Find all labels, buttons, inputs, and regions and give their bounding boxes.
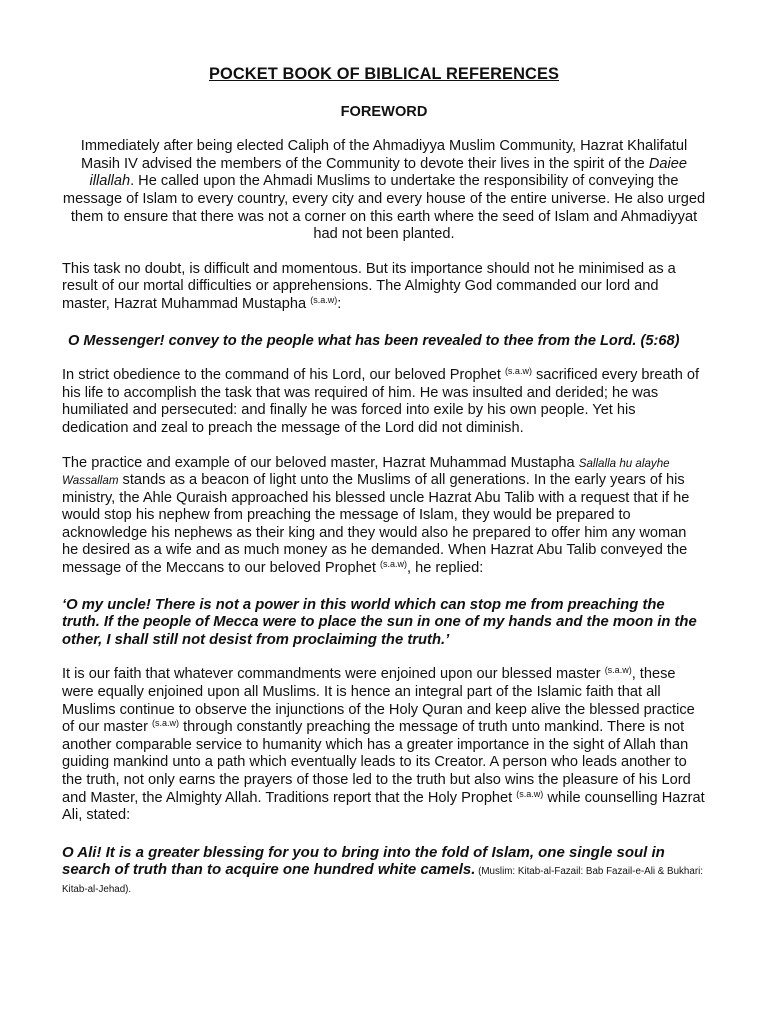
- honorific-superscript: (s.a.w): [604, 665, 632, 676]
- section-heading: FOREWORD: [340, 103, 428, 120]
- paragraph-practice-c: , he replied:: [407, 560, 484, 577]
- paragraph-faith-d: while counselling Hazrat Ali, stated:: [62, 789, 705, 824]
- paragraph-obedience: [62, 367, 706, 437]
- quote-ali-text: O Ali! It is a greater blessing for you to bring into the fold of Islam, one single soul in search of truth than to acquire one hundred white camels.: [62, 843, 665, 879]
- quote-messenger: O Messenger! convey to the people what has been revealed to thee from the Lord. (5:68): [68, 332, 680, 349]
- paragraph-obedience-a: In strict obedience to the command of his Lord, our beloved Prophet: [62, 367, 505, 384]
- paragraph-faith-a: It is our faith that whatever commandments were enjoined upon our blessed master: [62, 666, 605, 683]
- intro-paragraph: [62, 138, 706, 244]
- honorific-superscript: (s.a.w): [516, 788, 544, 799]
- honorific-superscript: (s.a.w): [504, 366, 532, 377]
- honorific-superscript: (s.a.w): [152, 718, 180, 729]
- paragraph-practice: [62, 455, 706, 578]
- intro-italic-term: Daiee illallah: [89, 155, 687, 190]
- document-title: POCKET BOOK OF BIBLICAL REFERENCES: [208, 65, 560, 83]
- honorific-superscript: (s.a.w): [380, 559, 408, 570]
- honorific-superscript: (s.a.w): [310, 294, 338, 305]
- document-page: [62, 60, 706, 897]
- intro-text-rest: . He called upon the Ahmadi Muslims to undertake the responsibility of conveying the message of Islam to every country, every city and every house of the entire universe. He also urged them to ensure that there was not a corner on this earth where the seed of Islam and Ahmadiyyat had not been planted.: [62, 173, 706, 243]
- paragraph-faith-c: through constantly preaching the message of truth unto mankind. There is not another comparable service to humanity which has a greater importance in the sight of Allah than guiding mankind unto a path which eventually leads to its Creator. A person who leads another to the truth, not only earns the prayers of those led to the truth but also wins the pleasure of his Lord and Master, the Almighty Allah. Traditions report that the Holy Prophet: [62, 719, 691, 806]
- intro-text: Immediately after being elected Caliph of the Ahmadiyya Muslim Community, Hazrat Khalifatul Masih IV advised the members of the Community to devote their lives in the spirit of the: [80, 138, 688, 172]
- quote-ali: [62, 844, 706, 897]
- paragraph-task-text: This task no doubt, is difficult and momentous. But its importance should not he minimised as a result of our mortal difficulties or apprehensions. The Almighty God commanded our lord and master, Hazrat Muhammad Mustapha: [62, 260, 676, 312]
- paragraph-faith: [62, 666, 706, 824]
- paragraph-faith-b: , these were equally enjoined upon all Muslims. It is hence an integral part of the Islamic faith that all Muslims continue to observe the injunctions of the Holy Quran and keep alive the blessed practice of our master: [62, 666, 695, 736]
- paragraph-practice-a: The practice and example of our beloved master, Hazrat Muhammad Mustapha: [62, 454, 579, 471]
- quote-uncle: ‘O my uncle! There is not a power in this world which can stop me from preaching the truth. If the people of Mecca were to place the sun in one of my hands and the moon in the other, I shall still not desist from proclaiming the truth.’: [62, 596, 697, 648]
- paragraph-task: [62, 261, 706, 314]
- paragraph-task-end: :: [337, 295, 342, 312]
- paragraph-practice-italic: Sallalla hu alayhe Wassallam: [62, 456, 670, 488]
- quote-ali-reference: (Muslim: Kitab-al-Fazail: Bab Fazail-e-Ali & Bukhari: Kitab-al-Jehad).: [62, 866, 703, 895]
- paragraph-obedience-b: sacrificed every breath of his life to accomplish the task that was required of him. He was insulted and derided; he was humiliated and persecuted: and finally he was forced into exile by his own people. Yet his dedication and zeal to preach the message of the Lord did not diminish.: [62, 367, 700, 436]
- paragraph-practice-b: stands as a beacon of light unto the Muslims of all generations. In the early years of his ministry, the Ahle Quraish approached his blessed uncle Hazrat Abu Talib with a request that if he would stop his nephew from preaching the message of Islam, they would be prepared to acknowledge his nephews as their king and they would also he prepared to offer him any woman he desired as a wife and as much money as he demanded. When Hazrat Abu Talib conveyed the message of the Meccans to our beloved Prophet: [62, 472, 690, 577]
